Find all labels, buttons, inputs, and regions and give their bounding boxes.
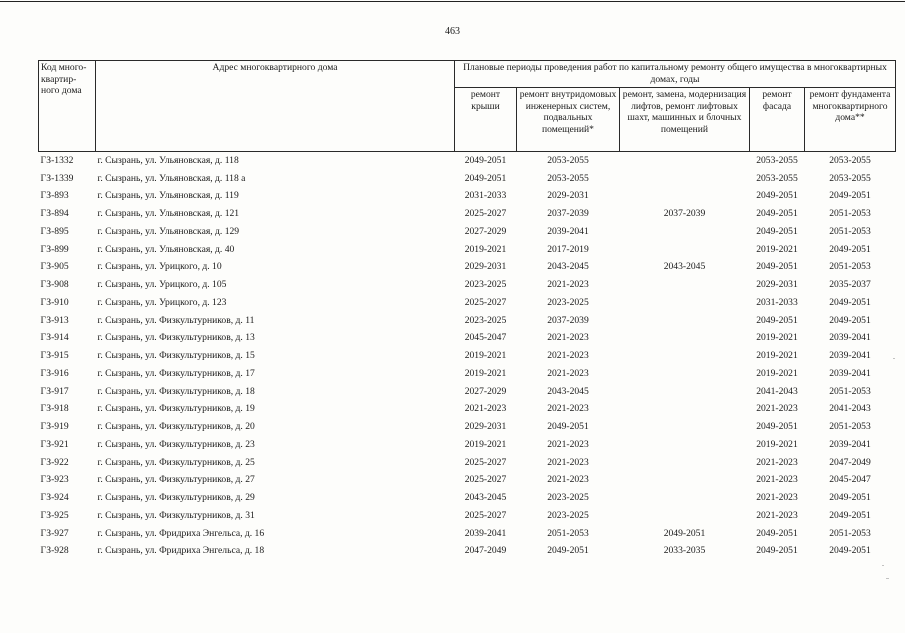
cell-engineering-systems: 2053-2055 — [547, 154, 589, 166]
table-row — [39, 241, 896, 259]
cell-roof: 2049-2051 — [464, 172, 507, 184]
table-row — [39, 347, 896, 365]
cell-elevators — [620, 418, 750, 436]
page-number: 463 — [445, 26, 460, 37]
table-row — [39, 525, 896, 543]
cell-facade: 2049-2051 — [756, 208, 798, 220]
table-row — [39, 312, 896, 330]
cell-elevators — [620, 223, 750, 241]
cell-foundation: 2051-2053 — [829, 261, 871, 273]
cell-roof: 2019-2021 — [464, 438, 507, 450]
scan-speck — [893, 358, 895, 359]
cell-facade: 2049-2051 — [756, 545, 798, 557]
cell-facade: 2019-2021 — [756, 350, 798, 362]
cell-house-code: ГЗ-894 — [40, 208, 69, 220]
cell-elevators — [620, 152, 750, 170]
cell-foundation: 2035-2037 — [829, 279, 871, 291]
cell-elevators — [620, 347, 750, 365]
cell-house-code: ГЗ-928 — [40, 545, 69, 557]
cell-facade: 2053-2055 — [756, 172, 798, 184]
cell-engineering-systems: 2021-2023 — [547, 403, 589, 415]
cell-roof: 2019-2021 — [464, 367, 507, 379]
cell-address: г. Сызрань, ул. Физкультурников, д. 15 — [97, 350, 255, 362]
cell-house-code: ГЗ-924 — [40, 492, 69, 504]
cell-address: г. Сызрань, ул. Ульяновская, д. 40 — [97, 243, 235, 255]
cell-roof: 2021-2023 — [464, 403, 507, 415]
table-body — [39, 152, 896, 561]
cell-facade: 2053-2055 — [756, 154, 798, 166]
cell-address: г. Сызрань, ул. Физкультурников, д. 11 — [97, 314, 255, 326]
cell-roof: 2019-2021 — [464, 243, 507, 255]
cell-facade: 2021-2023 — [756, 509, 798, 521]
cell-roof: 2045-2047 — [464, 332, 507, 344]
table-row — [39, 330, 896, 348]
cell-foundation: 2049-2051 — [829, 190, 871, 202]
cell-house-code: ГЗ-917 — [40, 385, 69, 397]
cell-house-code: ГЗ-927 — [40, 527, 69, 539]
cell-facade: 2049-2051 — [756, 261, 798, 273]
cell-roof: 2049-2051 — [464, 154, 507, 166]
cell-foundation: 2039-2041 — [829, 367, 871, 379]
cell-elevators — [620, 365, 750, 383]
header-foundation-repair: ремонт фундамента многоквартирного дома** — [805, 88, 896, 152]
cell-elevators — [620, 294, 750, 312]
cell-address: г. Сызрань, ул. Ульяновская, д. 129 — [97, 225, 240, 237]
cell-roof: 2025-2027 — [464, 509, 507, 521]
cell-elevators — [620, 472, 750, 490]
cell-house-code: ГЗ-905 — [40, 261, 69, 273]
cell-foundation: 2045-2047 — [829, 474, 871, 486]
cell-foundation: 2053-2055 — [829, 172, 871, 184]
table-row — [39, 507, 896, 525]
cell-facade: 2049-2051 — [756, 225, 798, 237]
cell-engineering-systems: 2039-2041 — [547, 225, 589, 237]
cell-facade: 2031-2033 — [756, 296, 798, 308]
cell-foundation: 2047-2049 — [829, 456, 871, 468]
header-facade-repair: ремонт фасада — [750, 88, 805, 152]
header-engineering-systems-repair: ремонт внутридомовых инженерных систем, подвальных помещений* — [517, 88, 620, 152]
cell-foundation: 2049-2051 — [829, 243, 871, 255]
cell-facade: 2021-2023 — [756, 456, 798, 468]
cell-elevators: 2037-2039 — [663, 208, 706, 220]
table-row — [39, 365, 896, 383]
cell-elevators — [620, 276, 750, 294]
cell-address: г. Сызрань, ул. Физкультурников, д. 19 — [97, 403, 255, 415]
cell-elevators — [620, 312, 750, 330]
cell-roof: 2023-2025 — [464, 279, 507, 291]
cell-address: г. Сызрань, ул. Фридриха Энгельса, д. 18 — [97, 545, 265, 557]
table-row — [39, 188, 896, 206]
cell-house-code: ГЗ-919 — [40, 421, 69, 433]
table-row — [39, 223, 896, 241]
cell-elevators — [620, 383, 750, 401]
cell-facade: 2049-2051 — [756, 421, 798, 433]
cell-elevators — [620, 507, 750, 525]
cell-foundation: 2051-2053 — [829, 385, 871, 397]
cell-foundation: 2039-2041 — [829, 350, 871, 362]
cell-address: г. Сызрань, ул. Урицкого, д. 105 — [97, 279, 227, 291]
cell-house-code: ГЗ-913 — [40, 314, 69, 326]
cell-foundation: 2051-2053 — [829, 527, 871, 539]
cell-foundation: 2039-2041 — [829, 332, 871, 344]
cell-elevators — [620, 330, 750, 348]
cell-engineering-systems: 2043-2045 — [547, 261, 589, 273]
cell-address: г. Сызрань, ул. Фридриха Энгельса, д. 16 — [97, 527, 265, 539]
cell-engineering-systems: 2049-2051 — [547, 421, 589, 433]
cell-facade: 2021-2023 — [756, 474, 798, 486]
cell-house-code: ГЗ-1339 — [40, 172, 74, 184]
cell-engineering-systems: 2017-2019 — [547, 243, 589, 255]
cell-house-code: ГЗ-899 — [40, 243, 69, 255]
cell-facade: 2019-2021 — [756, 438, 798, 450]
cell-roof: 2019-2021 — [464, 350, 507, 362]
cell-foundation: 2049-2051 — [829, 509, 871, 521]
table-row — [39, 276, 896, 294]
table-row — [39, 170, 896, 188]
cell-foundation: 2051-2053 — [829, 208, 871, 220]
cell-foundation: 2053-2055 — [829, 154, 871, 166]
cell-engineering-systems: 2021-2023 — [547, 456, 589, 468]
cell-address: г. Сызрань, ул. Физкультурников, д. 17 — [97, 367, 255, 379]
cell-address: г. Сызрань, ул. Ульяновская, д. 119 — [97, 190, 239, 202]
cell-facade: 2021-2023 — [756, 403, 798, 415]
cell-elevators — [620, 170, 750, 188]
cell-house-code: ГЗ-895 — [40, 225, 69, 237]
cell-facade: 2019-2021 — [756, 243, 798, 255]
cell-house-code: ГЗ-914 — [40, 332, 69, 344]
cell-house-code: ГЗ-915 — [40, 350, 69, 362]
cell-house-code: ГЗ-908 — [40, 279, 69, 291]
cell-engineering-systems: 2037-2039 — [547, 314, 589, 326]
cell-roof: 2029-2031 — [464, 261, 507, 273]
cell-engineering-systems: 2023-2025 — [547, 509, 589, 521]
cell-foundation: 2041-2043 — [829, 403, 871, 415]
cell-foundation: 2049-2051 — [829, 296, 871, 308]
cell-elevators — [620, 436, 750, 454]
cell-facade: 2021-2023 — [756, 492, 798, 504]
cell-address: г. Сызрань, ул. Физкультурников, д. 25 — [97, 456, 255, 468]
cell-roof: 2027-2029 — [464, 225, 507, 237]
table-row — [39, 543, 896, 561]
page-top-border — [0, 1, 905, 2]
header-address: Адрес многоквартирного дома — [96, 61, 455, 152]
scan-speck — [886, 578, 889, 579]
cell-engineering-systems: 2021-2023 — [547, 279, 589, 291]
cell-address: г. Сызрань, ул. Физкультурников, д. 18 — [97, 385, 255, 397]
table-row — [39, 472, 896, 490]
cell-roof: 2025-2027 — [464, 296, 507, 308]
cell-house-code: ГЗ-916 — [40, 367, 69, 379]
cell-engineering-systems: 2023-2025 — [547, 296, 589, 308]
cell-engineering-systems: 2021-2023 — [547, 367, 589, 379]
cell-elevators: 2033-2035 — [663, 545, 706, 557]
cell-foundation: 2049-2051 — [829, 492, 871, 504]
cell-foundation: 2051-2053 — [829, 421, 871, 433]
cell-facade: 2029-2031 — [756, 279, 798, 291]
cell-facade: 2019-2021 — [756, 367, 798, 379]
cell-house-code: ГЗ-921 — [40, 438, 69, 450]
cell-address: г. Сызрань, ул. Ульяновская, д. 118 а — [97, 172, 246, 184]
cell-elevators — [620, 188, 750, 206]
cell-house-code: ГЗ-922 — [40, 456, 69, 468]
cell-foundation: 2049-2051 — [829, 314, 871, 326]
cell-facade: 2041-2043 — [756, 385, 798, 397]
table-row — [39, 401, 896, 419]
table-row — [39, 489, 896, 507]
table-row — [39, 205, 896, 223]
table-row — [39, 383, 896, 401]
cell-roof: 2023-2025 — [464, 314, 507, 326]
table-row — [39, 418, 896, 436]
cell-roof: 2029-2031 — [464, 421, 507, 433]
cell-house-code: ГЗ-910 — [40, 296, 69, 308]
cell-engineering-systems: 2037-2039 — [547, 208, 589, 220]
cell-foundation: 2039-2041 — [829, 438, 871, 450]
cell-roof: 2027-2029 — [464, 385, 507, 397]
cell-foundation: 2051-2053 — [829, 225, 871, 237]
cell-engineering-systems: 2051-2053 — [547, 527, 589, 539]
cell-engineering-systems: 2021-2023 — [547, 438, 589, 450]
cell-facade: 2049-2051 — [756, 314, 798, 326]
cell-facade: 2049-2051 — [756, 190, 798, 202]
cell-elevators — [620, 489, 750, 507]
scan-speck — [882, 565, 884, 566]
cell-engineering-systems: 2043-2045 — [547, 385, 589, 397]
cell-house-code: ГЗ-1332 — [40, 154, 74, 166]
cell-engineering-systems: 2029-2031 — [547, 190, 589, 202]
cell-house-code: ГЗ-925 — [40, 509, 69, 521]
table-row — [39, 259, 896, 277]
cell-address: г. Сызрань, ул. Ульяновская, д. 121 — [97, 208, 240, 220]
cell-engineering-systems: 2021-2023 — [547, 474, 589, 486]
cell-roof: 2039-2041 — [464, 527, 507, 539]
cell-engineering-systems: 2049-2051 — [547, 545, 589, 557]
capital-repair-schedule-table — [38, 60, 896, 560]
cell-address: г. Сызрань, ул. Физкультурников, д. 27 — [97, 474, 255, 486]
cell-address: г. Сызрань, ул. Физкультурников, д. 13 — [97, 332, 255, 344]
header-elevator-repair: ремонт, замена, модернизация лифтов, ремонт лифтовых шахт, машинных и блочных помещений — [620, 88, 750, 152]
cell-address: г. Сызрань, ул. Урицкого, д. 10 — [97, 261, 222, 273]
cell-address: г. Сызрань, ул. Физкультурников, д. 31 — [97, 509, 255, 521]
cell-elevators — [620, 241, 750, 259]
table-row — [39, 436, 896, 454]
cell-engineering-systems: 2021-2023 — [547, 350, 589, 362]
cell-house-code: ГЗ-918 — [40, 403, 69, 415]
cell-elevators — [620, 454, 750, 472]
header-roof-repair: ремонт крыши — [455, 88, 517, 152]
cell-house-code: ГЗ-893 — [40, 190, 69, 202]
cell-engineering-systems: 2021-2023 — [547, 332, 589, 344]
header-code: Код много-квартир-ного дома — [39, 61, 96, 152]
cell-roof: 2025-2027 — [464, 208, 507, 220]
cell-foundation: 2049-2051 — [829, 545, 871, 557]
cell-house-code: ГЗ-923 — [40, 474, 69, 486]
cell-address: г. Сызрань, ул. Ульяновская, д. 118 — [97, 154, 239, 166]
table-row — [39, 294, 896, 312]
cell-address: г. Сызрань, ул. Урицкого, д. 123 — [97, 296, 227, 308]
cell-roof: 2025-2027 — [464, 456, 507, 468]
cell-facade: 2049-2051 — [756, 527, 798, 539]
table-row — [39, 152, 896, 170]
cell-elevators: 2043-2045 — [663, 261, 706, 273]
cell-engineering-systems: 2023-2025 — [547, 492, 589, 504]
cell-roof: 2043-2045 — [464, 492, 507, 504]
cell-engineering-systems: 2053-2055 — [547, 172, 589, 184]
cell-roof: 2047-2049 — [464, 545, 507, 557]
cell-elevators: 2049-2051 — [663, 527, 706, 539]
cell-address: г. Сызрань, ул. Физкультурников, д. 29 — [97, 492, 255, 504]
cell-address: г. Сызрань, ул. Физкультурников, д. 23 — [97, 438, 255, 450]
table-row — [39, 454, 896, 472]
header-planned-periods: Плановые периоды проведения работ по капитальному ремонту общего имущества в многоквартирных домах, годы — [455, 61, 896, 88]
cell-facade: 2019-2021 — [756, 332, 798, 344]
cell-address: г. Сызрань, ул. Физкультурников, д. 20 — [97, 421, 255, 433]
cell-roof: 2025-2027 — [464, 474, 507, 486]
cell-roof: 2031-2033 — [464, 190, 507, 202]
cell-elevators — [620, 401, 750, 419]
